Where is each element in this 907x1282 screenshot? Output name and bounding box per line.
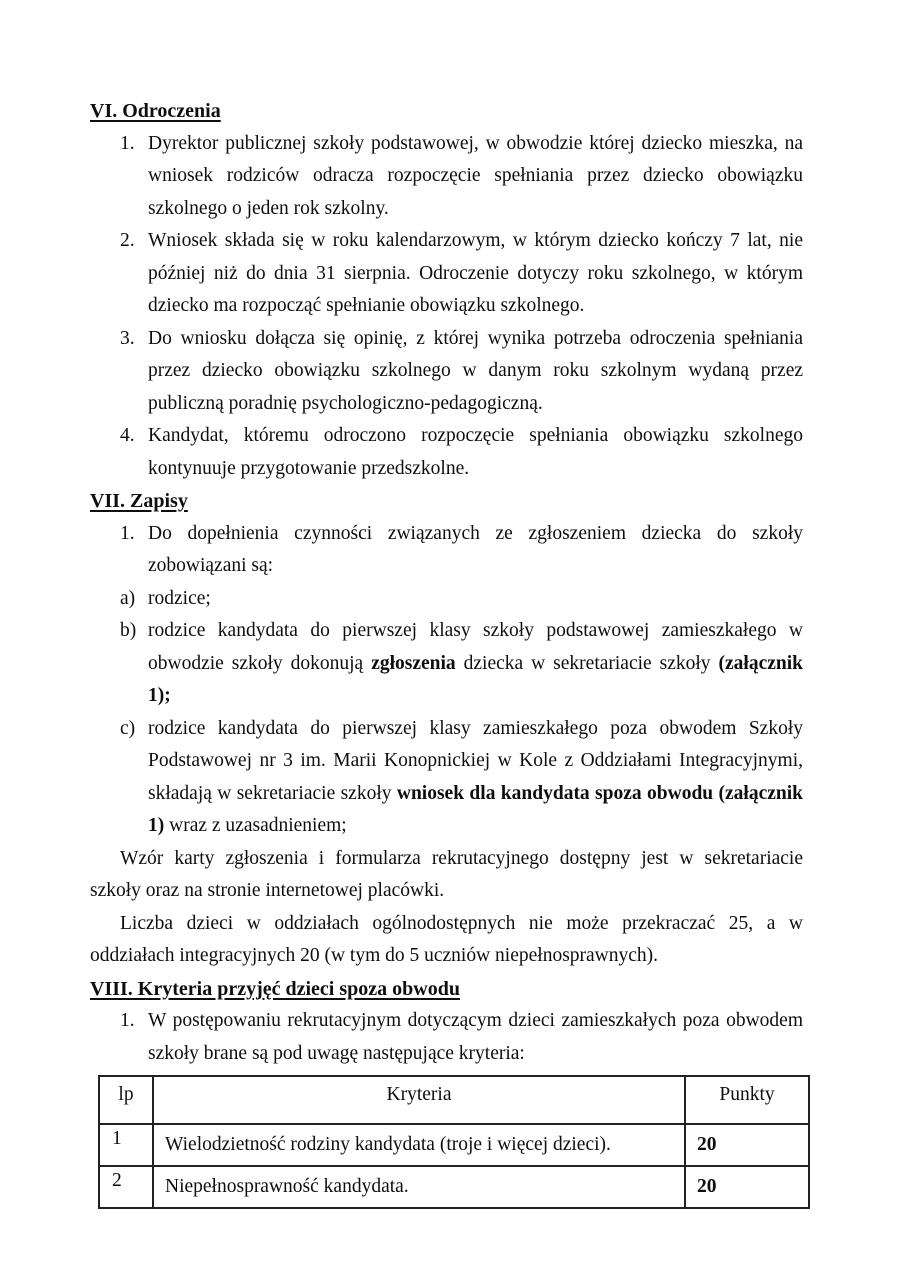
table-row (99, 1166, 809, 1208)
list-marker: 4. (120, 425, 135, 446)
section-heading-viii (90, 973, 803, 1006)
section-heading-vi (90, 95, 803, 128)
list-item-vi-4 (90, 420, 803, 485)
section-heading-vii-text: VII. Zapisy (90, 490, 188, 512)
table-cell-punkty: 20 (685, 1124, 809, 1166)
paragraph-wzor: Wzór karty zgłoszenia i formularza rekrutacyjnego dostępny jest w sekretariacie szkoły oraz na stronie internetowej placówki. (90, 847, 803, 901)
criteria-table (98, 1075, 810, 1209)
list-item-vii-1 (90, 518, 803, 583)
list-item-vii-a (90, 583, 803, 616)
list-item-text (148, 713, 803, 843)
section-heading-vi-text: VI. Odroczenia (90, 100, 221, 122)
list-item-text: Dyrektor publicznej szkoły podstawowej, w obwodzie której dziecko mieszka, na wniosek rodziców odracza rozpoczęcie spełniania przez dziecko obowiązku szkolnego o jeden rok szkolny. (148, 132, 803, 219)
section-heading-vii (90, 485, 803, 518)
table-header-kryteria: Kryteria (153, 1076, 685, 1124)
text-segment: dziecka w sekretariacie szkoły (455, 652, 719, 674)
text-segment-bold: (załącznik 1); (148, 652, 804, 706)
paragraph-liczba: Liczba dzieci w oddziałach ogólnodostępnych nie może przekraczać 25, a w oddziałach integracyjnych 20 (w tym do 5 uczniów niepełnosprawnych). (90, 912, 803, 966)
section-heading-viii-text: VIII. Kryteria przyjęć dzieci spoza obwodu (90, 977, 460, 1000)
list-item-text (148, 615, 803, 713)
table-cell-lp: 2 (99, 1166, 153, 1208)
list-marker: 1. (120, 522, 135, 544)
list-marker: 2. (120, 230, 135, 251)
list-item-text: Do dopełnienia czynności związanych ze zgłoszeniem dziecka do szkoły zobowiązani są: (148, 522, 803, 576)
text-segment: wraz z uzasadnieniem; (164, 815, 347, 836)
table-header-lp: lp (99, 1076, 153, 1124)
list-item-text: Do wniosku dołącza się opinię, z której wynika potrzeba odroczenia spełniania przez dziecko obowiązku szkolnego w danym roku szkolnym wydaną przez publiczną poradnię psychologiczno-pedagogiczną. (148, 327, 803, 414)
list-item-vi-1 (90, 128, 803, 226)
text-segment: rodzice kandydata do pierwszej klasy szkoły podstawowej zamieszkałego w obwodzie szkoły dokonują (148, 620, 803, 674)
text-segment: rodzice kandydata do pierwszej klasy zamieszkałego poza obwodem Szkoły Podstawowej nr 3 im. Marii Konopnickiej w Kole z Oddziałami Integracyjnymi, składają w sekretariacie szkoły (148, 717, 803, 804)
list-marker: a) (120, 587, 136, 609)
list-item-vi-3 (90, 323, 803, 421)
list-item-text: W postępowaniu rekrutacyjnym dotyczącym dzieci zamieszkałych poza obwodem szkoły brane są pod uwagę następujące kryteria: (148, 1010, 803, 1064)
list-item-vi-2 (90, 225, 803, 323)
list-item-text: Wniosek składa się w roku kalendarzowym, w którym dziecko kończy 7 lat, nie później niż do dnia 31 sierpnia. Odroczenie dotyczy roku szkolnego, w którym dziecko ma rozpocząć spełnianie obowiązku szkolnego. (148, 230, 803, 316)
list-item-text: Kandydat, któremu odroczono rozpoczęcie spełniania obowiązku szkolnego kontynuuje przygotowanie przedszkolne. (148, 425, 803, 479)
table-cell-kryteria: Wielodzietność rodziny kandydata (troje i więcej dzieci). (153, 1124, 685, 1166)
text-segment-bold: zgłoszenia (371, 652, 456, 674)
list-marker: 3. (120, 327, 135, 349)
list-marker: b) (120, 620, 137, 641)
table-row (99, 1124, 809, 1166)
table-header-row (99, 1076, 809, 1124)
list-marker: c) (120, 717, 136, 739)
table-cell-lp: 1 (99, 1124, 153, 1166)
table-cell-punkty: 20 (685, 1166, 809, 1208)
list-marker: 1. (120, 1010, 135, 1031)
table-cell-kryteria: Niepełnosprawność kandydata. (153, 1166, 685, 1208)
list-marker: 1. (120, 132, 135, 154)
list-item-vii-c (90, 713, 803, 843)
text-segment-bold: wniosek dla kandydata spoza obwodu (załącznik 1) (148, 782, 803, 836)
list-item-viii-1 (90, 1005, 803, 1070)
list-item-text: rodzice; (148, 587, 211, 609)
list-item-vii-b (90, 615, 803, 713)
table-header-punkty: Punkty (685, 1076, 809, 1124)
